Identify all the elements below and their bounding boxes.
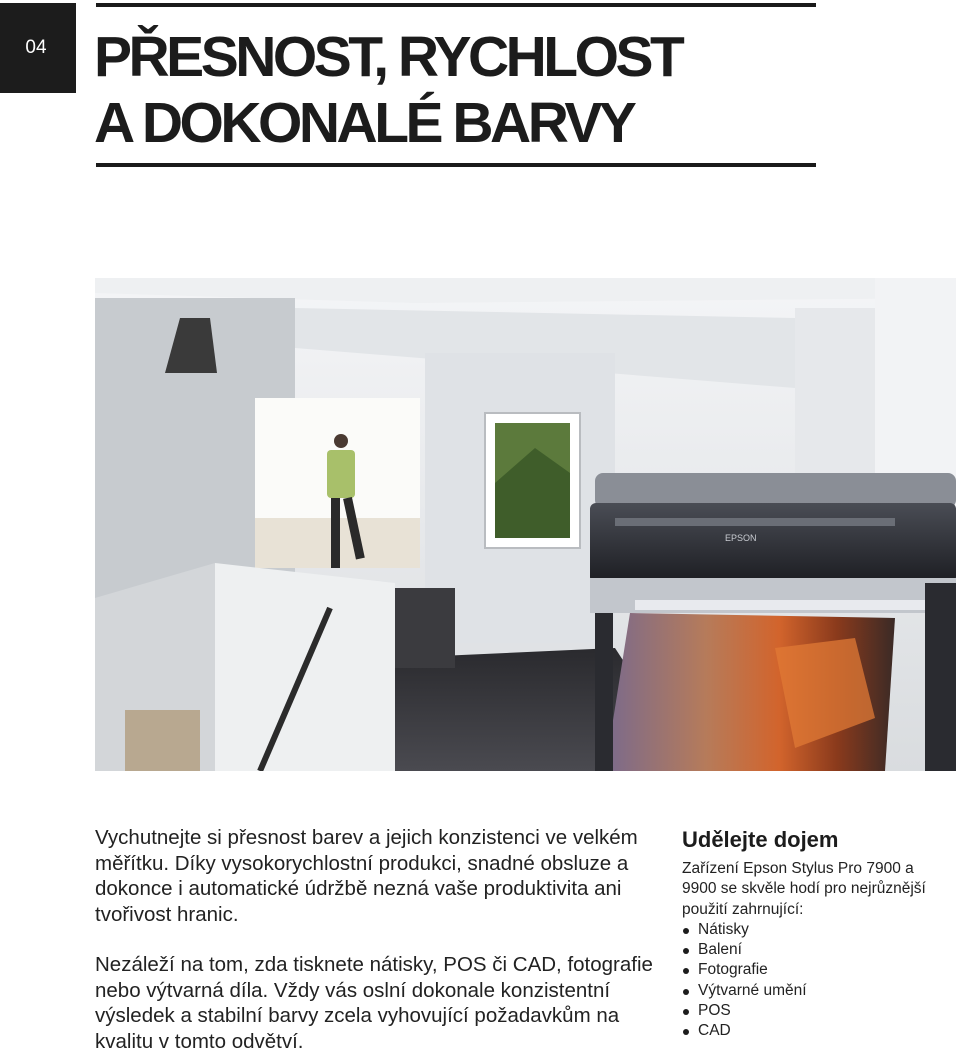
page-title-line-2: A DOKONALÉ BARVY <box>94 91 634 155</box>
list-item: Fotografie <box>682 960 942 980</box>
body-text <box>95 825 655 1053</box>
list-item: CAD <box>682 1021 942 1041</box>
printer-brand: EPSON <box>725 533 757 543</box>
page-title <box>94 24 814 156</box>
sidebar-heading: Udělejte dojem <box>682 827 839 852</box>
bottom-rule <box>96 163 816 167</box>
list-item: POS <box>682 1001 942 1021</box>
body-paragraph-2: Nezáleží na tom, zda tisknete nátisky, POS či CAD, fotografie nebo výtvarná díla. Vždy vás oslní dokonale konzistentní výsledek a stabilní barvy zcela vyhovující požadavkům na kvalitu v tomto odvětví. <box>95 953 653 1053</box>
top-rule <box>96 3 816 7</box>
list-item: Nátisky <box>682 920 942 940</box>
body-paragraph-1: Vychutnejte si přesnost barev a jejich konzistenci ve velkém měřítku. Díky vysokorychlostní produkci, snadné obsluze a dokonce i automatické údržbě nezná vaše produktivita ani tvořivost hranic. <box>95 826 638 926</box>
page-number: 04 <box>25 37 47 58</box>
sidebar <box>682 826 942 1042</box>
use-case-list <box>682 920 942 1042</box>
sidebar-intro: Zařízení Epson Stylus Pro 7900 a 9900 se skvěle hodí pro nejrůznější použití zahrnující: <box>682 860 926 918</box>
page-title-line-1: PŘESNOST, RYCHLOST <box>94 25 682 89</box>
page-number-badge <box>0 3 76 93</box>
list-item: Výtvarné umění <box>682 981 942 1001</box>
list-item: Balení <box>682 940 942 960</box>
hero-photo <box>95 278 956 771</box>
hero-photo-illustration <box>95 278 956 771</box>
